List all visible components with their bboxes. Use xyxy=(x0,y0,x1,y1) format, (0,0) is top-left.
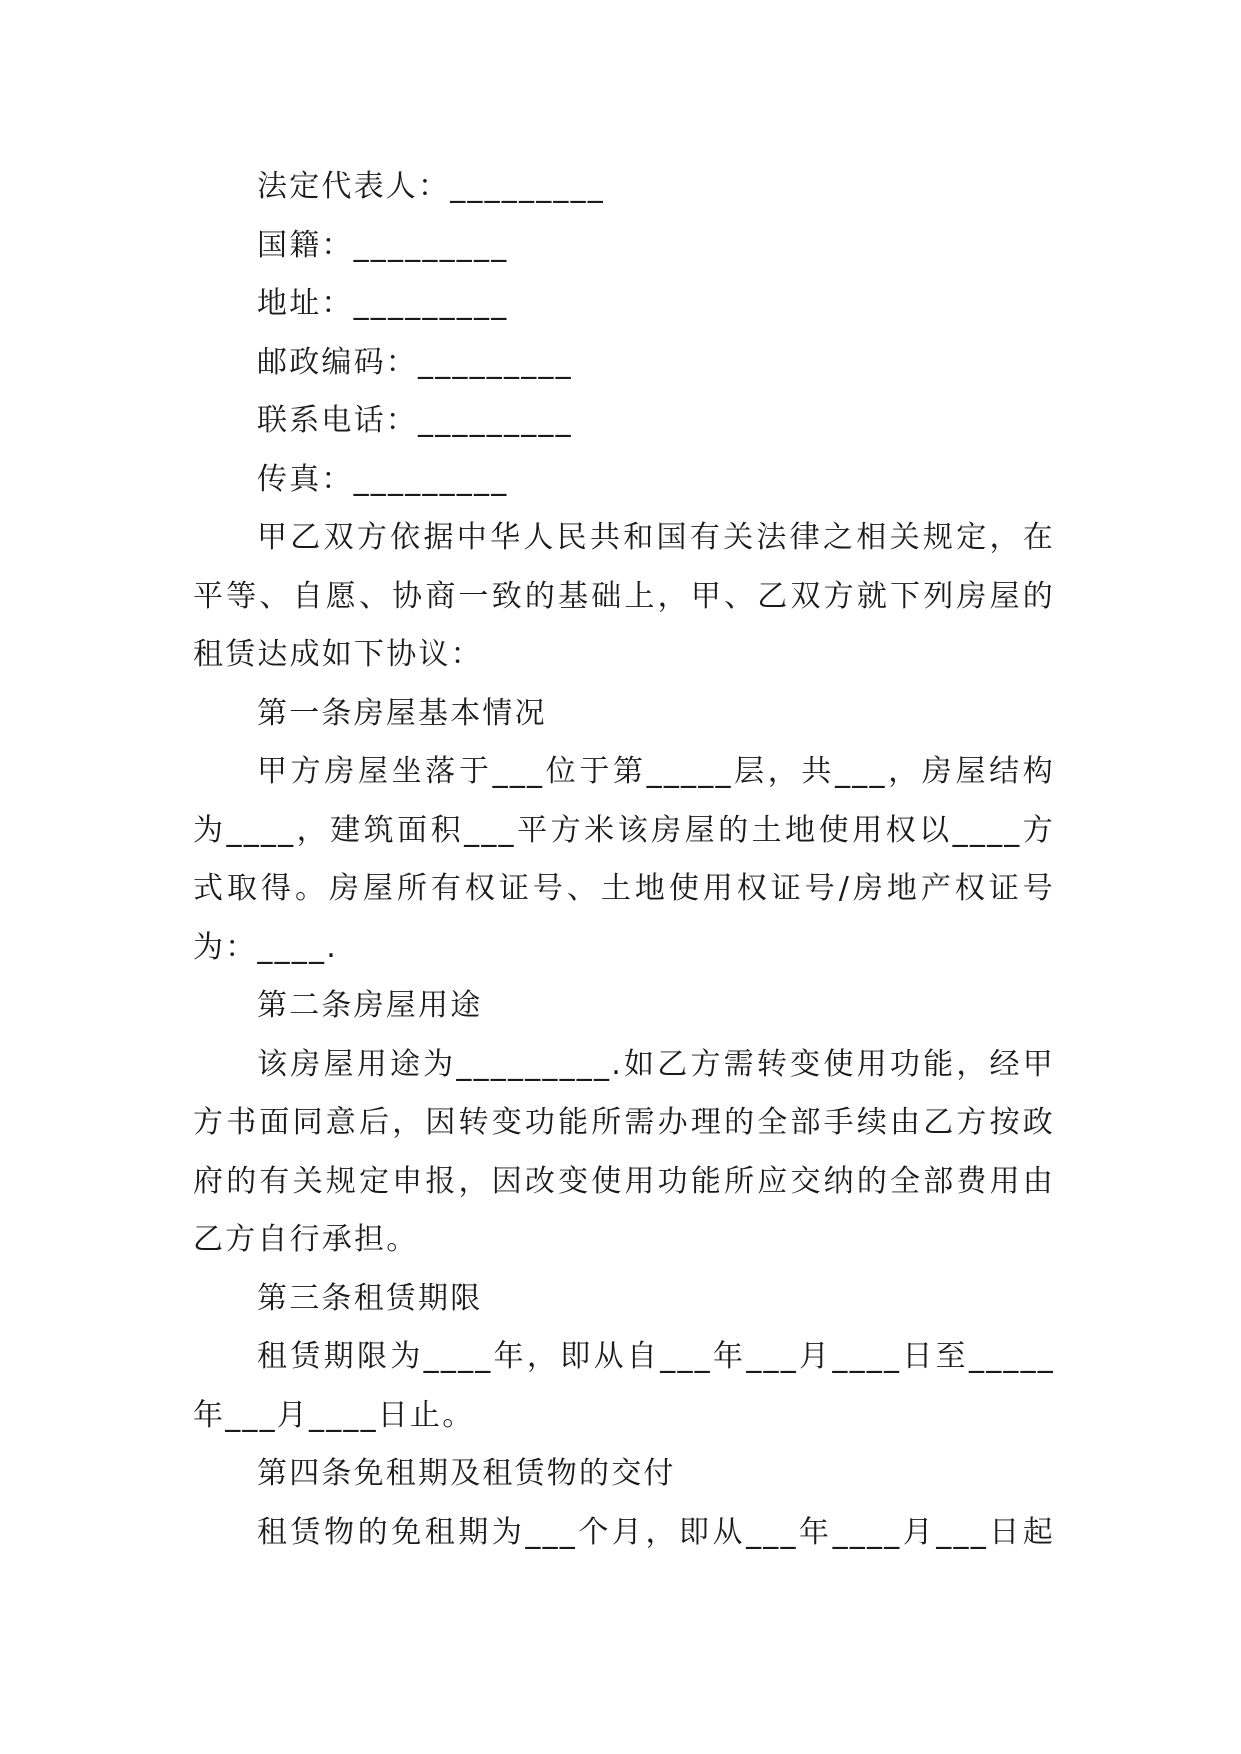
article-3-line-2: 年___月____日止。 xyxy=(193,1397,475,1433)
article-1-line-2: 为____，建筑面积___平方米该房屋的土地使用权以____方 xyxy=(193,812,1055,848)
legal-representative-field: 法定代表人：_________ xyxy=(257,169,605,204)
article-4-line-1: 租赁物的免租期为___个月，即从___年____月___日起 xyxy=(257,1514,1055,1550)
article-2-line-1: 该房屋用途为_________.如乙方需转变使用功能，经甲 xyxy=(257,1046,1055,1082)
preamble-line-3: 租赁达成如下协议： xyxy=(193,637,483,672)
nationality-field: 国籍：_________ xyxy=(257,227,509,263)
preamble-line-2: 平等、自愿、协商一致的基础上，甲、乙双方就下列房屋的 xyxy=(193,578,1055,614)
article-3-heading: 第三条租赁期限 xyxy=(257,1280,483,1316)
article-2-heading: 第二条房屋用途 xyxy=(257,988,483,1023)
fax-field: 传真：_________ xyxy=(257,461,509,497)
article-1-line-3: 式取得。房屋所有权证号、土地使用权证号/房地产权证号 xyxy=(193,871,1055,906)
postal-code-field: 邮政编码：_________ xyxy=(257,344,573,380)
article-2-line-3: 府的有关规定申报，因改变使用功能所应交纳的全部费用由 xyxy=(193,1163,1055,1199)
article-3-line-1: 租赁期限为____年，即从自___年___月____日至_____ xyxy=(257,1339,1055,1374)
address-field: 地址：_________ xyxy=(257,286,509,321)
article-1-line-1: 甲方房屋坐落于___位于第_____层，共___，房屋结构 xyxy=(257,754,1055,789)
article-4-heading: 第四条免租期及租赁物的交付 xyxy=(257,1456,676,1491)
article-2-line-4: 乙方自行承担。 xyxy=(193,1222,419,1257)
article-1-line-4: 为：____. xyxy=(193,929,338,965)
article-2-line-2: 方书面同意后，因转变功能所需办理的全部手续由乙方按政 xyxy=(193,1105,1055,1140)
phone-field: 联系电话：_________ xyxy=(257,403,573,438)
preamble-line-1: 甲乙双方依据中华人民共和国有关法律之相关规定，在 xyxy=(257,520,1055,555)
document-body xyxy=(193,158,1055,1562)
article-1-heading: 第一条房屋基本情况 xyxy=(257,695,547,731)
